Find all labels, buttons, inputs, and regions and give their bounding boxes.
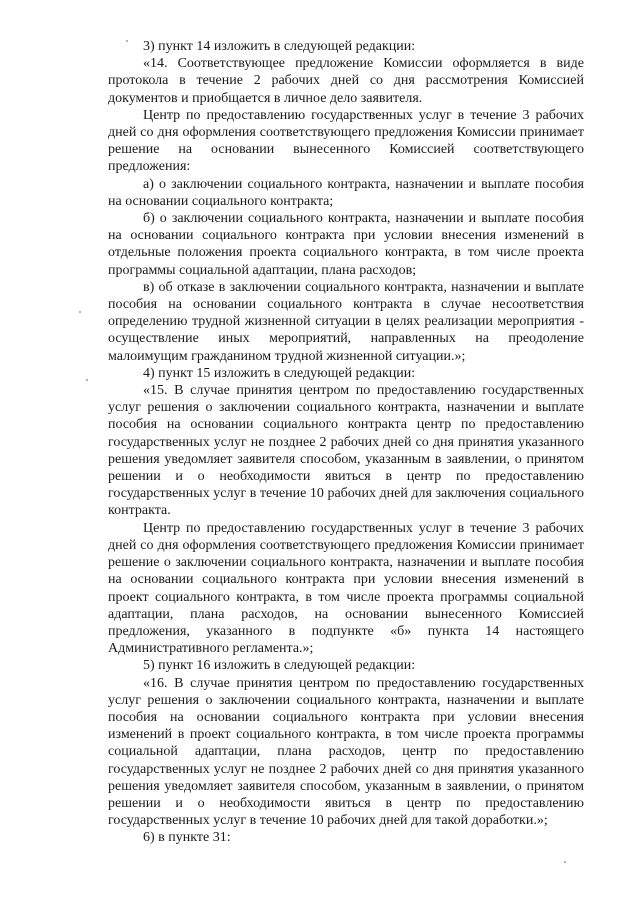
paragraph: Центр по предоставлению государственных услуг в течение 3 рабочих дней со дня оформления соответствующего предложения Комиссии принимает решение о заключении социального контракта, назначении и выплате пособия на основании социального контракта при условии внесения изменений в проект социального контракта, в том числе проекта программы социальной адаптации, плана расходов, на основании вынесенного Комиссией предложения, указанного в подпункте «б» пункта 14 настоящего Административного регламента.»;	[108, 520, 584, 657]
paragraph: 4) пункт 15 изложить в следующей редакции:	[143, 365, 416, 381]
document-body	[108, 38, 584, 847]
paragraph: б) о заключении социального контракта, назначении и выплате пособия на основании социального контракта при условии внесения изменений в отдельные положения проекта социального контракта, в том числе проекта программы социальной адаптации, плана расходов;	[108, 211, 584, 278]
paragraph: «14. Соответствующее предложение Комиссии оформляется в виде протокола в течение 2 рабочих дней со дня рассмотрения Комиссией документов и приобщается в личное дело заявителя.	[108, 56, 584, 106]
paragraph: «15. В случае принятия центром по предоставлению государственных услуг решения о заключении социального контракта, назначении и выплате пособия на основании социального контракта центр по предоставлению государственных услуг не позднее 2 рабочих дней со дня принятия указанного решения уведомляет заявителя способом, указанным в заявлении, о принятом решении и о необходимости явиться в центр по предоставлению государственных услуг в течение 10 рабочих дней для заключения социального контракта.	[108, 383, 584, 519]
paragraph: «16. В случае принятия центром по предоставлению государственных услуг решения о заключении социального контракта, назначении и выплате пособия на основании социального контракта при условии внесения изменений в проект социального контракта, в том числе проекта программы социальной адаптации, плана расходов, центр по предоставлению государственных услуг не позднее 2 рабочих дней со дня принятия указанного решения уведомляет заявителя способом, указанным в заявлении, о принятом решении и о необходимости явиться в центр по предоставлению государственных услуг в течение 10 рабочих дней для такой доработки.»;	[108, 675, 584, 829]
paragraph: Центр по предоставлению государственных услуг в течение 3 рабочих дней со дня оформления соответствующего предложения Комиссии принимает решение на основании вынесенного Комиссией соответствующего предложения:	[108, 107, 584, 175]
scan-speck	[564, 861, 566, 863]
paragraph: 5) пункт 16 изложить в следующей редакции:	[143, 658, 416, 674]
paragraph: в) об отказе в заключении социального контракта, назначении и выплате пособия на основании социального контракта в случае несоответствия определению трудной жизненной ситуации в целях реализации мероприятия - осуществление иных мероприятий, направленных на преодоление малоимущим гражданином трудной жизненной ситуации.»;	[108, 279, 584, 364]
paragraph: 6) в пункте 31:	[143, 830, 231, 846]
scan-speck	[79, 311, 81, 313]
paragraph: а) о заключении социального контракта, назначении и выплате пособия на основании социального контракта;	[108, 176, 584, 209]
scan-speck	[86, 379, 88, 381]
paragraph: 3) пункт 14 изложить в следующей редакции:	[143, 39, 416, 54]
